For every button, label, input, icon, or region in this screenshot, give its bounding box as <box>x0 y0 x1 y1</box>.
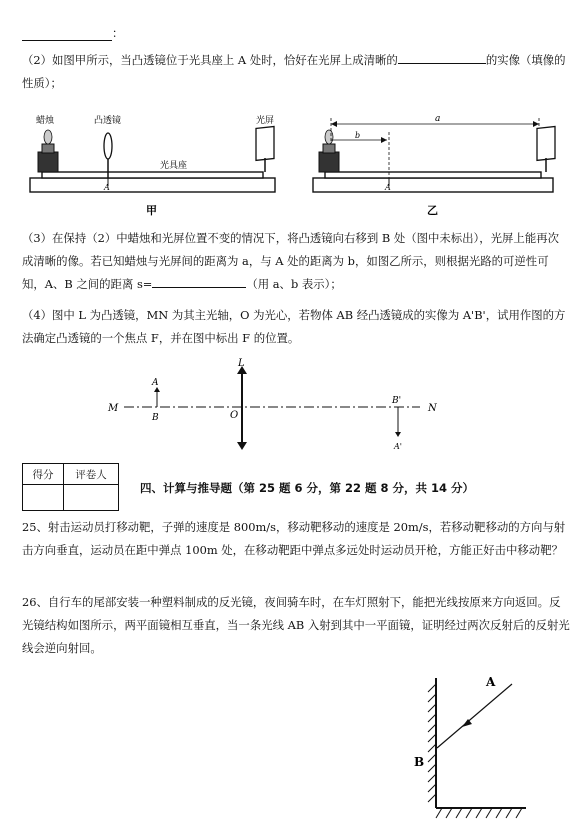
incident-ray-ab <box>437 684 512 748</box>
question-4: （4）图中 L 为凸透镜，MN 为其主光轴，O 为光心，若物体 AB 经凸透镜成的实像为 A'B'，试用作图的方法确定凸透镜的一个焦点 F，并在图中标出 F 的位置。 <box>22 308 566 345</box>
score-table <box>22 463 119 511</box>
axis-label-n: N <box>428 403 437 414</box>
bench-rail <box>325 172 541 178</box>
question-3 <box>22 227 570 296</box>
dimension-b-arrow-right <box>381 137 387 143</box>
bench-base <box>30 178 275 192</box>
object-label-b: B <box>152 413 159 423</box>
question-3-text: （3）在保持（2）中蜡烛和光屏位置不变的情况下，将凸透镜向右移到 B 处（图中未标出），光屏上能再次成清晰的像。若已知蜡烛与光屏间的距离为 a，与 A 处的距离为 b，如图乙所示，则根据光路的可逆性可知，A、B 之间的距离 s= <box>22 231 559 291</box>
score-cell[interactable] <box>23 485 64 511</box>
convex-lens-diagram <box>100 358 450 456</box>
grader-cell[interactable] <box>64 485 119 511</box>
corner-reflector-diagram <box>400 668 530 828</box>
dimension-a-label: a <box>435 114 441 124</box>
horizontal-mirror-hatching <box>436 808 522 818</box>
grader-header: 评卷人 <box>64 464 119 485</box>
screen-label: 光屏 <box>256 116 275 126</box>
lens-label-l: L <box>238 358 245 369</box>
question-3-tail: （用 a、b 表示）； <box>246 277 342 291</box>
vertical-mirror-hatching <box>428 684 436 802</box>
question-2-answer-blank <box>398 52 486 64</box>
question-3-answer-blank <box>152 276 246 288</box>
lens-arrow-bottom <box>237 442 247 450</box>
axis-label-m: M <box>108 403 119 414</box>
bench-rail <box>42 172 263 178</box>
image-label-b-prime: B' <box>392 396 402 406</box>
top-answer-blank <box>22 30 112 41</box>
light-screen <box>256 127 274 161</box>
figure-jia-caption: 甲 <box>146 204 157 217</box>
question-2-text: （2）如图甲所示，当凸透镜位于光具座上 A 处时，恰好在光屏上成清晰的 <box>22 53 398 67</box>
point-a-label: A <box>104 183 110 192</box>
top-colon: ： <box>112 26 124 40</box>
candle-flame <box>325 130 333 144</box>
light-screen <box>537 127 555 161</box>
candle-flame <box>44 130 52 144</box>
point-a-label: A <box>385 183 391 192</box>
candle-label: 蜡烛 <box>36 116 55 126</box>
question-2 <box>22 49 570 95</box>
question-25: 25、射击运动员打移动靶，子弹的速度是 800m/s，移动靶移动的速度是 20m/s，若移动靶移动的方向与射击方向垂直，运动员在距中弹点 100m 处，在移动靶距中弹点多远处时运动员开枪，方能正好击中移动靶？ <box>22 520 566 557</box>
ray-label-b: B <box>414 755 425 769</box>
dimension-a-arrow-right <box>533 121 539 127</box>
ray-label-a: A <box>486 675 496 689</box>
dimension-b-label: b <box>355 131 361 140</box>
optical-bench-figure-jia <box>22 110 297 220</box>
candle-holder <box>319 152 339 172</box>
question-26: 26、自行车的尾部安装一种塑料制成的反光镜，夜间骑车时，在车灯照射下，能把光线按原来方向返回。反光镜结构如图所示，两平面镜相互垂直，当一条光线 AB 入射到其中一平面镜，证明经过两次反射后的反射光线会逆向射回。 <box>22 595 570 655</box>
optical-bench-figure-yi <box>303 110 573 220</box>
candle-holder <box>38 152 58 172</box>
figure-yi-caption: 乙 <box>427 204 438 217</box>
lens-label: 凸透镜 <box>94 116 122 126</box>
bench-base <box>313 178 553 192</box>
convex-lens <box>104 133 112 159</box>
image-arrow-head <box>395 432 401 437</box>
image-label-a-prime: A' <box>394 442 402 451</box>
question-2-tail: 的实像（填像的性质）； <box>22 53 566 90</box>
object-label-a: A <box>152 378 159 388</box>
score-header: 得分 <box>23 464 64 485</box>
optical-center-label-o: O <box>230 410 239 421</box>
section-4-title: 四、计算与推导题（第 25 题 6 分，第 22 题 8 分，共 14 分） <box>140 481 475 495</box>
bench-label: 光具座 <box>160 161 188 171</box>
dimension-a-arrow-left <box>331 121 337 127</box>
candle <box>42 144 54 153</box>
candle <box>323 144 335 153</box>
